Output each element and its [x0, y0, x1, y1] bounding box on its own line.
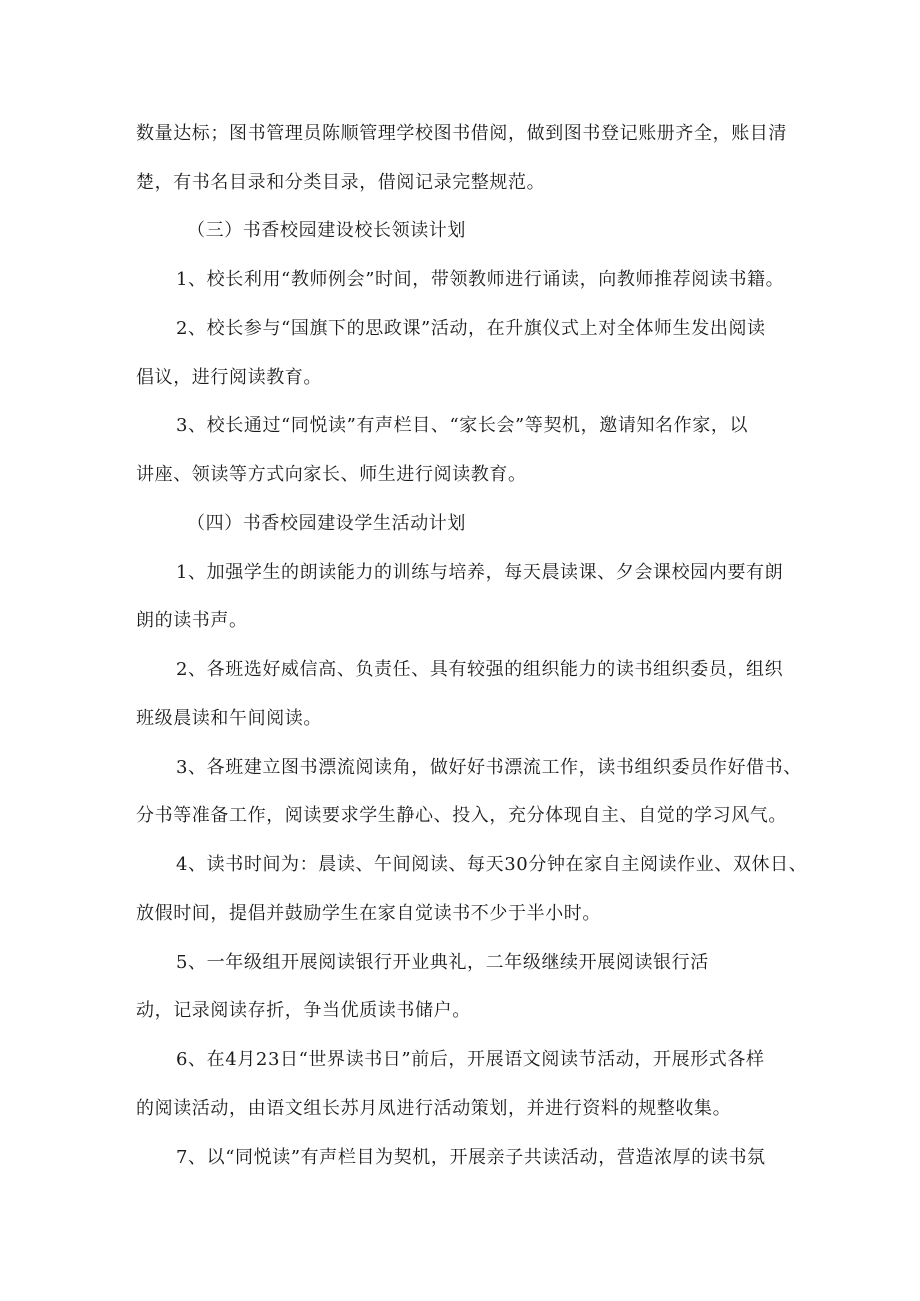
- paragraph-line: 数量达标；图书管理员陈顺管理学校图书借阅，做到图书登记账册齐全，账目清: [136, 123, 787, 144]
- section-heading-3: （三）书香校园建设校长领读计划: [187, 220, 466, 241]
- paragraph-line: 7、以“同悦读”有声栏目为契机，开展亲子共读活动，营造浓厚的读书氛: [176, 1147, 766, 1168]
- paragraph-line: 6、在4月23日“世界读书日”前后，开展语文阅读节活动，开展形式各样: [176, 1049, 765, 1070]
- paragraph-line: 5、一年级组开展阅读银行开业典礼，二年级继续开展阅读银行活: [176, 952, 709, 973]
- paragraph-line: 动，记录阅读存折，争当优质读书储户。: [136, 1000, 471, 1021]
- paragraph-line: 讲座、领读等方式向家长、师生进行阅读教育。: [136, 464, 527, 485]
- section-heading-4: （四）书香校园建设学生活动计划: [187, 513, 466, 534]
- paragraph-line: 2、校长参与“国旗下的思政课”活动，在升旗仪式上对全体师生发出阅读: [176, 318, 766, 339]
- paragraph-line: 放假时间，提倡并鼓励学生在家自觉读书不少于半小时。: [136, 903, 601, 924]
- paragraph-line: 4、读书时间为：晨读、午间阅读、每天30分钟在家自主阅读作业、双休日、: [176, 854, 808, 875]
- paragraph-line: 班级晨读和午间阅读。: [136, 708, 322, 729]
- paragraph-line: 3、校长通过“同悦读”有声栏目、“家长会”等契机，邀请知名作家，以: [176, 415, 749, 436]
- paragraph-line: 分书等准备工作，阅读要求学生静心、投入，充分体现自主、自觉的学习风气。: [136, 805, 787, 826]
- paragraph-line: 1、校长利用“教师例会”时间，带领教师进行诵读，向教师推荐阅读书籍。: [176, 269, 785, 290]
- paragraph-line: 2、各班选好威信高、负责任、具有较强的组织能力的读书组织委员，组织: [176, 659, 784, 680]
- paragraph-line: 1、加强学生的朗读能力的训练与培养，每天晨读课、夕会课校园内要有朗: [176, 562, 784, 583]
- paragraph-line: 3、各班建立图书漂流阅读角，做好好书漂流工作，读书组织委员作好借书、: [176, 757, 802, 778]
- paragraph-line: 的阅读活动，由语文组长苏月凤进行活动策划，并进行资料的规整收集。: [136, 1098, 732, 1119]
- paragraph-line: 楚，有书名目录和分类目录，借阅记录完整规范。: [136, 172, 546, 193]
- paragraph-line: 朗的读书声。: [136, 610, 248, 631]
- paragraph-line: 倡议，进行阅读教育。: [136, 367, 322, 388]
